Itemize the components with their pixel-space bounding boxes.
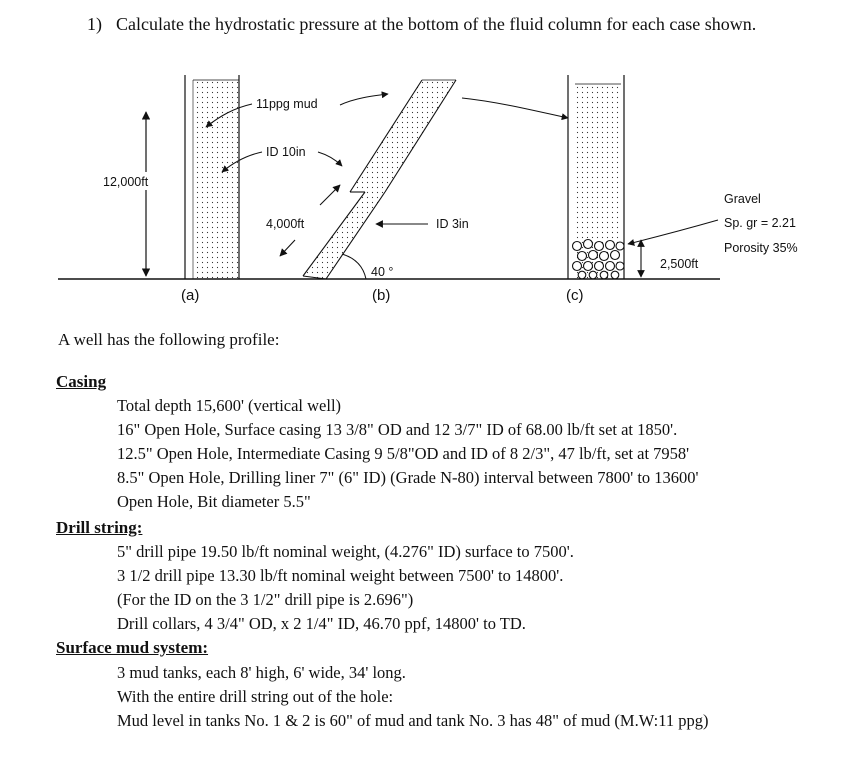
casing-line: 16" Open Hole, Surface casing 13 3/8" OD and 12 3/7" ID of 68.00 lb/ft set at 1850'. [117, 420, 678, 439]
label-angle: 40 ° [371, 265, 394, 279]
dimension-4000-up [320, 185, 340, 205]
surface-mud-line: Mud level in tanks No. 1 & 2 is 60" of mud and tank No. 3 has 48" of mud (M.W:11 ppg) [117, 711, 709, 730]
label-2500ft: 2,500ft [660, 257, 699, 271]
heading-casing: Casing [56, 372, 107, 391]
leader-mud-c [462, 98, 568, 118]
leader-id10-b [318, 152, 342, 166]
question-text: Calculate the hydrostatic pressure at the bottom of the fluid column for each case shown. [116, 14, 757, 34]
label-4000ft: 4,000ft [266, 217, 305, 231]
hydrostatic-figure [0, 60, 848, 320]
column-c [568, 75, 624, 279]
leader-mud-b [340, 94, 388, 105]
leader-gravel [628, 220, 718, 244]
casing-line: Total depth 15,600' (vertical well) [117, 396, 342, 415]
label-gravel: Gravel [724, 192, 761, 206]
label-id-10in: ID 10in [266, 145, 306, 159]
surface-mud-line: 3 mud tanks, each 8' high, 6' wide, 34' long. [117, 663, 406, 682]
drill-string-line: (For the ID on the 3 1/2" drill pipe is 2.696") [117, 590, 414, 609]
column-b [303, 80, 456, 279]
profile-intro: A well has the following profile: [58, 330, 280, 349]
surface-mud-line: With the entire drill string out of the hole: [117, 687, 394, 706]
casing-line: 8.5" Open Hole, Drilling liner 7" (6" ID) (Grade N-80) interval between 7800' to 13600' [117, 468, 699, 487]
heading-drill-string: Drill string: [56, 518, 143, 537]
label-porosity: Porosity 35% [724, 241, 798, 255]
casing-line: 12.5" Open Hole, Intermediate Casing 9 5/8"OD and ID of 8 2/3", 47 lb/ft, set at 7958' [117, 444, 690, 463]
label-case-b: (b) [372, 287, 391, 304]
label-sp-gr: Sp. gr = 2.21 [724, 216, 796, 230]
label-case-a: (a) [181, 287, 200, 304]
dimension-4000-down [280, 240, 295, 256]
label-case-c: (c) [566, 287, 584, 304]
question-1 [87, 14, 756, 35]
casing-line: Open Hole, Bit diameter 5.5" [117, 492, 311, 511]
label-11ppg-mud: 11ppg mud [256, 97, 318, 111]
drill-string-line: Drill collars, 4 3/4" OD, x 2 1/4" ID, 46.70 ppf, 14800' to TD. [117, 614, 526, 633]
drill-string-line: 3 1/2 drill pipe 13.30 lb/ft nominal weight between 7500' to 14800'. [117, 566, 564, 585]
angle-arc [342, 254, 366, 279]
label-id-3in: ID 3in [436, 217, 469, 231]
label-12000ft: 12,000ft [103, 175, 149, 189]
question-number: 1) [87, 14, 102, 34]
drill-string-line: 5" drill pipe 19.50 lb/ft nominal weight, (4.276" ID) surface to 7500'. [117, 542, 574, 561]
heading-surface-mud-system: Surface mud system: [56, 638, 209, 657]
column-a [185, 75, 239, 279]
